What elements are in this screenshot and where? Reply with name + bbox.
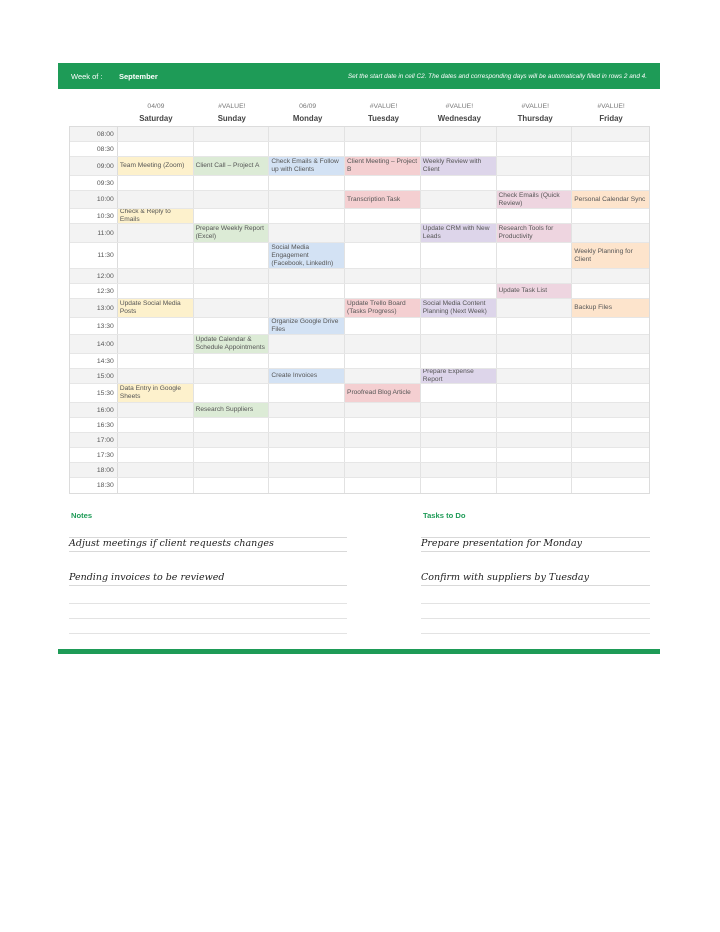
empty-slot[interactable] xyxy=(118,335,194,353)
time-label: 16:00 xyxy=(70,403,118,417)
task-entry[interactable]: Check Emails & Follow up with Clients xyxy=(269,157,345,175)
schedule-row xyxy=(70,384,649,403)
day-name: Sunday xyxy=(217,114,246,123)
time-label: 12:00 xyxy=(70,269,118,283)
task-entry[interactable]: Social Media Content Planning (Next Week) xyxy=(421,299,497,317)
time-label: 15:30 xyxy=(70,384,118,402)
empty-slot[interactable] xyxy=(269,299,345,317)
empty-slot[interactable] xyxy=(118,127,194,141)
empty-slot[interactable] xyxy=(118,176,194,190)
task-entry[interactable]: Data Entry in Google Sheets xyxy=(118,384,194,402)
empty-slot[interactable] xyxy=(194,318,270,334)
notes-empty-line[interactable] xyxy=(69,618,347,619)
empty-slot[interactable] xyxy=(194,142,270,156)
empty-slot[interactable] xyxy=(345,284,421,298)
notes-title: Notes xyxy=(71,511,93,520)
empty-slot[interactable] xyxy=(118,142,194,156)
schedule-row xyxy=(70,478,649,493)
time-label: 18:30 xyxy=(70,478,118,493)
empty-slot[interactable] xyxy=(572,209,649,223)
time-label: 10:00 xyxy=(70,191,118,208)
empty-slot[interactable] xyxy=(572,433,649,447)
tasks-empty-line[interactable] xyxy=(421,633,650,634)
empty-slot[interactable] xyxy=(572,269,649,283)
empty-slot[interactable] xyxy=(118,478,194,493)
empty-slot[interactable] xyxy=(269,224,345,242)
empty-slot[interactable] xyxy=(497,299,573,317)
empty-slot[interactable] xyxy=(118,354,194,368)
empty-slot[interactable] xyxy=(194,418,270,432)
schedule-row xyxy=(70,284,649,299)
schedule-row xyxy=(70,335,649,354)
empty-slot[interactable] xyxy=(345,335,421,353)
week-label: Week of : xyxy=(71,71,103,81)
empty-slot[interactable] xyxy=(118,418,194,432)
empty-slot[interactable] xyxy=(345,318,421,334)
time-label: 12:30 xyxy=(70,284,118,298)
empty-slot[interactable] xyxy=(572,224,649,242)
empty-slot[interactable] xyxy=(572,448,649,462)
task-entry[interactable]: Weekly Planning for Client xyxy=(572,243,649,268)
task-entry[interactable]: Prepare Expense Report xyxy=(421,369,497,383)
empty-slot[interactable] xyxy=(572,176,649,190)
day-header xyxy=(194,102,270,125)
schedule-row xyxy=(70,369,649,384)
empty-slot[interactable] xyxy=(497,478,573,493)
empty-slot[interactable] xyxy=(269,354,345,368)
empty-slot[interactable] xyxy=(497,433,573,447)
schedule-row xyxy=(70,354,649,369)
time-label: 14:00 xyxy=(70,335,118,353)
notes-line xyxy=(69,523,347,538)
schedule-row xyxy=(70,176,649,191)
day-date: #VALUE! xyxy=(521,103,549,110)
schedule-grid xyxy=(69,126,650,494)
empty-slot[interactable] xyxy=(269,448,345,462)
empty-slot[interactable] xyxy=(345,433,421,447)
empty-slot[interactable] xyxy=(421,403,497,417)
empty-slot[interactable] xyxy=(421,384,497,402)
empty-slot[interactable] xyxy=(421,284,497,298)
task-entry[interactable]: Update Calendar & Schedule Appointments xyxy=(194,335,270,353)
day-date: #VALUE! xyxy=(218,103,246,110)
empty-slot[interactable] xyxy=(194,463,270,477)
schedule-row xyxy=(70,448,649,463)
empty-slot[interactable] xyxy=(572,335,649,353)
schedule-row xyxy=(70,463,649,478)
empty-slot[interactable] xyxy=(118,463,194,477)
day-name: Monday xyxy=(292,114,323,123)
empty-slot[interactable] xyxy=(497,318,573,334)
empty-slot[interactable] xyxy=(497,243,573,268)
day-header xyxy=(421,102,497,125)
empty-slot[interactable] xyxy=(497,448,573,462)
empty-slot[interactable] xyxy=(194,209,270,223)
week-month[interactable]: September xyxy=(119,71,158,81)
schedule-row xyxy=(70,157,649,176)
time-label: 14:30 xyxy=(70,354,118,368)
empty-slot[interactable] xyxy=(345,269,421,283)
empty-slot[interactable] xyxy=(421,478,497,493)
empty-slot[interactable] xyxy=(345,243,421,268)
time-label: 13:30 xyxy=(70,318,118,334)
empty-slot[interactable] xyxy=(118,269,194,283)
empty-slot[interactable] xyxy=(572,384,649,402)
task-entry[interactable]: Research Suppliers xyxy=(194,403,270,417)
schedule-row xyxy=(70,318,649,335)
task-entry[interactable]: Check Emails (Quick Review) xyxy=(497,191,573,208)
time-label: 18:00 xyxy=(70,463,118,477)
day-date: 04/09 xyxy=(147,103,165,110)
empty-slot[interactable] xyxy=(118,284,194,298)
empty-slot[interactable] xyxy=(421,433,497,447)
day-date: #VALUE! xyxy=(369,103,398,110)
time-label: 11:30 xyxy=(70,243,118,268)
empty-slot[interactable] xyxy=(497,384,573,402)
empty-slot[interactable] xyxy=(118,433,194,447)
task-entry[interactable]: Social Media Engagement (Facebook, LinkedIn) xyxy=(269,243,345,268)
task-entry[interactable]: Prepare Weekly Report (Excel) xyxy=(194,224,270,242)
schedule-row xyxy=(70,191,649,209)
empty-slot[interactable] xyxy=(118,318,194,334)
empty-slot[interactable] xyxy=(421,318,497,334)
empty-slot[interactable] xyxy=(421,209,497,223)
task-entry[interactable]: Update Social Media Posts xyxy=(118,299,194,317)
task-item[interactable]: Prepare presentation for Monday xyxy=(421,537,650,552)
schedule-row xyxy=(70,209,649,224)
tasks-empty-line[interactable] xyxy=(421,618,650,619)
footer-bar xyxy=(58,649,660,654)
empty-slot[interactable] xyxy=(194,354,270,368)
empty-slot[interactable] xyxy=(421,176,497,190)
empty-slot[interactable] xyxy=(269,176,345,190)
day-name: Friday xyxy=(599,114,623,123)
task-entry[interactable]: Update Trello Board (Tasks Progress) xyxy=(345,299,421,317)
empty-slot[interactable] xyxy=(497,176,573,190)
empty-slot[interactable] xyxy=(572,354,649,368)
task-entry[interactable]: Client Meeting – Project B xyxy=(345,157,421,175)
empty-slot[interactable] xyxy=(421,335,497,353)
empty-slot[interactable] xyxy=(572,318,649,334)
empty-slot[interactable] xyxy=(345,224,421,242)
task-entry[interactable]: Weekly Review with Client xyxy=(421,157,497,175)
empty-slot[interactable] xyxy=(421,127,497,141)
time-label: 09:30 xyxy=(70,176,118,190)
task-entry[interactable]: Create Invoices xyxy=(269,369,345,383)
schedule-row xyxy=(70,127,649,142)
empty-slot[interactable] xyxy=(497,354,573,368)
empty-slot[interactable] xyxy=(194,243,270,268)
empty-slot[interactable] xyxy=(345,478,421,493)
empty-slot[interactable] xyxy=(194,191,270,208)
day-header xyxy=(270,102,346,125)
empty-slot[interactable] xyxy=(194,448,270,462)
schedule-row xyxy=(70,418,649,433)
day-header xyxy=(346,102,422,125)
empty-slot[interactable] xyxy=(269,433,345,447)
empty-slot[interactable] xyxy=(421,142,497,156)
empty-slot[interactable] xyxy=(497,418,573,432)
empty-slot[interactable] xyxy=(194,433,270,447)
schedule-row xyxy=(70,403,649,418)
task-entry[interactable]: Team Meeting (Zoom) xyxy=(118,157,194,175)
empty-slot[interactable] xyxy=(194,384,270,402)
empty-slot[interactable] xyxy=(572,463,649,477)
instruction-hint: Set the start date in cell C2. The dates and corresponding days will be automatically filled in rows 2 and 4. xyxy=(347,72,647,80)
day-name: Thursday xyxy=(517,114,553,123)
tasks-title: Tasks to Do xyxy=(423,511,466,520)
empty-slot[interactable] xyxy=(572,478,649,493)
empty-slot[interactable] xyxy=(421,243,497,268)
task-item[interactable]: Confirm with suppliers by Tuesday xyxy=(421,571,650,586)
empty-slot[interactable] xyxy=(421,191,497,208)
empty-slot[interactable] xyxy=(269,463,345,477)
empty-slot[interactable] xyxy=(118,224,194,242)
empty-slot[interactable] xyxy=(269,335,345,353)
empty-slot[interactable] xyxy=(497,369,573,383)
empty-slot[interactable] xyxy=(345,176,421,190)
empty-slot[interactable] xyxy=(194,176,270,190)
time-label: 15:00 xyxy=(70,369,118,383)
empty-slot[interactable] xyxy=(572,284,649,298)
day-header xyxy=(118,102,194,125)
notes-empty-line[interactable] xyxy=(69,603,347,604)
day-date: 06/09 xyxy=(299,103,317,110)
task-entry[interactable]: Organize Google Drive Files xyxy=(269,318,345,334)
note-item[interactable]: Adjust meetings if client requests changes xyxy=(69,537,347,552)
schedule-row xyxy=(70,299,649,318)
day-header xyxy=(573,102,649,125)
empty-slot[interactable] xyxy=(194,127,270,141)
task-entry[interactable]: Backup Files xyxy=(572,299,649,317)
empty-slot[interactable] xyxy=(269,269,345,283)
task-entry[interactable]: Proofread Blog Article xyxy=(345,384,421,402)
empty-slot[interactable] xyxy=(497,403,573,417)
empty-slot[interactable] xyxy=(572,403,649,417)
day-name: Saturday xyxy=(139,114,173,123)
empty-slot[interactable] xyxy=(118,243,194,268)
time-label: 08:00 xyxy=(70,127,118,141)
day-date: #VALUE! xyxy=(597,103,625,110)
empty-slot[interactable] xyxy=(497,269,573,283)
empty-slot[interactable] xyxy=(345,418,421,432)
empty-slot[interactable] xyxy=(269,478,345,493)
task-entry[interactable]: Research Tools for Productivity xyxy=(497,224,573,242)
empty-slot[interactable] xyxy=(345,142,421,156)
empty-slot[interactable] xyxy=(421,269,497,283)
schedule-row xyxy=(70,269,649,284)
schedule-row xyxy=(70,142,649,157)
empty-slot[interactable] xyxy=(572,157,649,175)
time-label: 17:30 xyxy=(70,448,118,462)
empty-slot[interactable] xyxy=(345,127,421,141)
header-banner xyxy=(58,63,660,89)
time-label: 16:30 xyxy=(70,418,118,432)
empty-slot[interactable] xyxy=(497,463,573,477)
empty-slot[interactable] xyxy=(421,448,497,462)
empty-slot[interactable] xyxy=(497,335,573,353)
task-entry[interactable]: Update Task List xyxy=(497,284,573,298)
time-label: 10:30 xyxy=(70,209,118,223)
empty-slot[interactable] xyxy=(345,403,421,417)
time-label: 11:00 xyxy=(70,224,118,242)
empty-slot[interactable] xyxy=(421,463,497,477)
time-label: 09:00 xyxy=(70,157,118,175)
day-header-row xyxy=(118,102,649,125)
schedule-row xyxy=(70,224,649,243)
empty-slot[interactable] xyxy=(497,142,573,156)
empty-slot[interactable] xyxy=(572,418,649,432)
task-entry[interactable]: Personal Calendar Sync xyxy=(572,191,649,208)
empty-slot[interactable] xyxy=(269,191,345,208)
empty-slot[interactable] xyxy=(269,418,345,432)
empty-slot[interactable] xyxy=(194,369,270,383)
empty-slot[interactable] xyxy=(194,269,270,283)
empty-slot[interactable] xyxy=(118,448,194,462)
empty-slot[interactable] xyxy=(345,209,421,223)
task-entry[interactable]: Check & Reply to Emails xyxy=(118,209,194,223)
schedule-row xyxy=(70,243,649,269)
time-label: 17:00 xyxy=(70,433,118,447)
empty-slot[interactable] xyxy=(269,384,345,402)
time-label: 08:30 xyxy=(70,142,118,156)
time-label: 13:00 xyxy=(70,299,118,317)
empty-slot[interactable] xyxy=(345,354,421,368)
empty-slot[interactable] xyxy=(345,448,421,462)
task-entry[interactable]: Update CRM with New Leads xyxy=(421,224,497,242)
empty-slot[interactable] xyxy=(269,403,345,417)
empty-slot[interactable] xyxy=(118,191,194,208)
empty-slot[interactable] xyxy=(497,127,573,141)
task-entry[interactable]: Transcription Task xyxy=(345,191,421,208)
empty-slot[interactable] xyxy=(194,299,270,317)
empty-slot[interactable] xyxy=(345,369,421,383)
empty-slot[interactable] xyxy=(572,369,649,383)
tasks-empty-line[interactable] xyxy=(421,603,650,604)
day-header xyxy=(497,102,573,125)
day-date: #VALUE! xyxy=(445,103,474,110)
task-entry[interactable]: Client Call – Project A xyxy=(194,157,270,175)
empty-slot[interactable] xyxy=(118,369,194,383)
day-name: Tuesday xyxy=(367,114,400,123)
empty-slot[interactable] xyxy=(572,142,649,156)
empty-slot[interactable] xyxy=(345,463,421,477)
tasks-line xyxy=(421,523,650,538)
empty-slot[interactable] xyxy=(497,209,573,223)
empty-slot[interactable] xyxy=(269,284,345,298)
schedule-row xyxy=(70,433,649,448)
empty-slot[interactable] xyxy=(572,127,649,141)
empty-slot[interactable] xyxy=(421,418,497,432)
day-name: Wednesday xyxy=(437,114,481,123)
empty-slot[interactable] xyxy=(421,354,497,368)
empty-slot[interactable] xyxy=(269,127,345,141)
empty-slot[interactable] xyxy=(269,142,345,156)
empty-slot[interactable] xyxy=(269,209,345,223)
note-item[interactable]: Pending invoices to be reviewed xyxy=(69,571,347,586)
empty-slot[interactable] xyxy=(497,157,573,175)
notes-empty-line[interactable] xyxy=(69,633,347,634)
empty-slot[interactable] xyxy=(194,284,270,298)
empty-slot[interactable] xyxy=(118,403,194,417)
empty-slot[interactable] xyxy=(194,478,270,493)
